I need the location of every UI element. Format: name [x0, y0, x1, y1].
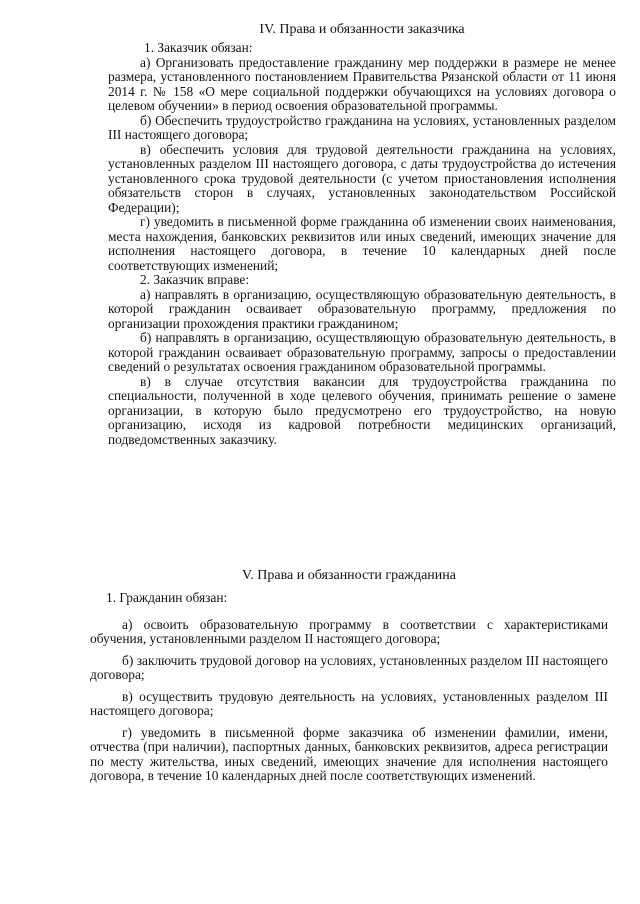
paragraph: б) заключить трудовой договор на условиях, установленных разделом III настоящего договора; [90, 652, 608, 682]
subheading-customer-entitled: 2. Заказчик вправе: [140, 272, 250, 287]
paragraph: в) осуществить трудовую деятельность на условиях, установленных разделом III настоящего договора; [90, 688, 608, 718]
paragraph: г) уведомить в письменной форме заказчика об изменении фамилии, имени, отчества (при наличии), паспортных данных, банковских реквизитов, адреса регистрации по месту жительства, иных сведений, имеющих значение для исполнения настоящего договора, в течение 10 календарных дней после соответствующих изменений. [90, 724, 608, 783]
paragraph: б) Обеспечить трудоустройство гражданина на условиях, установленных разделом III настоящего договора; [108, 112, 616, 142]
section-title: V. Права и обязанности гражданина [241, 568, 457, 583]
paragraph: г) уведомить в письменной форме гражданина об изменении своих наименования, места нахождения, банковских реквизитов или иных сведений, имеющих значение для исполнения настоящего договора, в течение 10 календарных дней после соответствующих изменений; [108, 214, 616, 273]
section-citizen-rights [90, 568, 608, 791]
paragraph: в) обеспечить условия для трудовой деятельности гражданина на условиях, установленных разделом III настоящего договора, с даты трудоустройства до истечения установленного срока трудовой деятельности (с учетом приостановления исполнения обязательств сторон в случаях, установленных законодательством Российской Федерации); [108, 141, 616, 215]
paragraph: а) освоить образовательную программу в соответствии с характеристиками обучения, установленными разделом II настоящего договора; [90, 616, 608, 646]
paragraph: а) направлять в организацию, осуществляющую образовательную деятельность, в которой гражданин осваивает образовательную программу, предложения по организации прохождения практики гражданином; [108, 286, 616, 331]
section-customer-rights [108, 22, 616, 447]
section-title: IV. Права и обязанности заказчика [259, 22, 465, 37]
paragraph: в) в случае отсутствия вакансии для трудоустройства гражданина по специальности, полученной в ходе целевого обучения, принимать решение о замене организации, в которую было предусмотрено его трудоустройство, на новую организацию, исходя из кадровой потребности медицинских организаций, подведомственных заказчику. [108, 373, 616, 447]
paragraph: б) направлять в организацию, осуществляющую образовательную деятельность, в которой гражданин осваивает образовательную программу, запросы о предоставлении сведений о результатах освоения гражданином образовательной программы. [108, 330, 616, 374]
paragraph: а) Организовать предоставление гражданину мер поддержки в размере не менее размера, установленного постановлением Правительства Рязанской области от 11 июня 2014 г. № 158 «О мере социальной поддержки обучающихся на условиях договора о целевом обучении» в период освоения образовательной программы. [108, 54, 616, 113]
subheading-customer-obliged: 1. Заказчик обязан: [144, 40, 253, 55]
subheading-citizen-obliged: 1. Гражданин обязан: [106, 590, 228, 605]
